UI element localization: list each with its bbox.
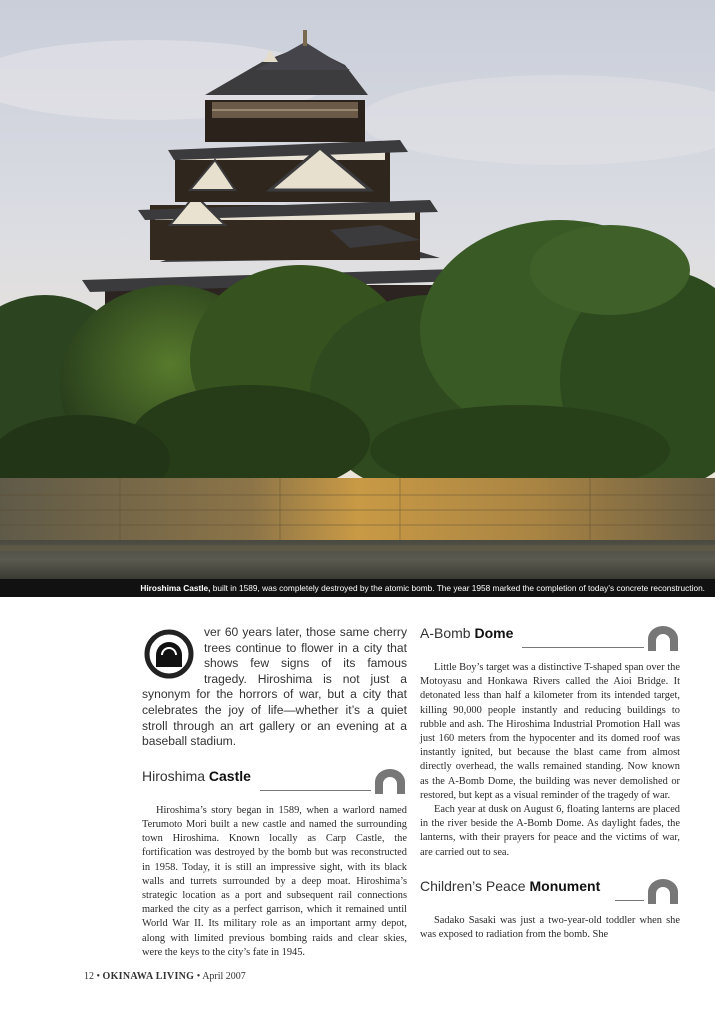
footer-sep: • (94, 971, 103, 982)
heading-monument-light: Children’s Peace (420, 877, 530, 894)
heading-rule (615, 900, 644, 901)
page-footer (84, 971, 246, 982)
footer-sep-2: • (194, 971, 203, 982)
heading-monument-bold: Monument (529, 877, 601, 894)
heading-monument (420, 878, 680, 908)
dome-paragraph-2: Each year at dusk on August 6, floating lanterns are placed in the river beside the A-Bomb Dome. As daylight fades, the lanterns, with their prayers for peace and the victims of war, are carried out to sea. (420, 804, 680, 858)
heading-castle (142, 768, 407, 798)
heading-dome-bold: Dome (474, 625, 514, 641)
stone-wall (0, 478, 715, 540)
monument-paragraph: Sadako Sasaki was just a two-year-old toddler when she was exposed to radiation from the bomb. She (420, 914, 680, 941)
caption-text: built in 1589, was completely destroyed by the atomic bomb. The year 1958 marked the completion of today’s concrete reconstruction. (210, 583, 705, 593)
heading-dome (420, 625, 680, 655)
heading-dome-light: A-Bomb (420, 625, 475, 641)
arch-icon (646, 625, 680, 651)
castle-paragraph: Hiroshima’s story began in 1589, when a warlord named Terumoto Mori built a new castle and named the surrounding town Hiroshima. Known locally as Carp Castle, the fortification was destroyed by the bomb but was reconstructed in 1958. Today, it is still an impressive sight, with its black walls and turrets surrounded by a deep moat. Hiroshima’s strategic location as a port and subsequent rail connections marked the city as a perfect garrison, which it remained until World War II. Its military role as an important army depot, along with limited previous bombing raids and clear skies, were the keys to the city’s fate in 1945. (142, 804, 407, 958)
page-number: 12 (84, 971, 94, 982)
dropcap-icon (144, 625, 194, 683)
caption-bold: Hiroshima Castle, (140, 583, 211, 593)
heading-castle-bold: Castle (208, 767, 251, 784)
heading-castle-light: Hiroshima (142, 767, 209, 784)
left-column (142, 625, 407, 960)
photo-caption (0, 579, 715, 597)
intro-text: ver 60 years later, those same cherry trees continue to flower in a city that shows few signs of its famous tragedy. Hiroshima is not just a synonym for the horrors of war, but a city that celebrates the joy of life—whether it’s a quiet stroll through an art gallery or an evening at a baseball stadium. (142, 625, 407, 749)
intro-paragraph (142, 625, 407, 750)
publication-name: OKINAWA LIVING (102, 971, 195, 982)
dropcap-o (144, 625, 194, 683)
right-column (420, 625, 680, 942)
arch-icon (373, 768, 407, 794)
arch-icon (646, 878, 680, 904)
heading-rule (522, 647, 644, 648)
dome-paragraph-1: Little Boy’s target was a distinctive T-shaped span over the Motoyasu and Honkawa Rivers called the Aioi Bridge. It detonated less than half a kilometer from its intended target, killing 90,000 people instantly and reducing buildings to rubble and ash. The Hiroshima Industrial Promotion Hall was just 160 meters from the hypocenter and its domed roof was instantly ignited, but because the blast came from almost directly overhead, the walls remained standing. Now known as the A-Bomb Dome, the building was never demolished or restored, but kept as a visual reminder of the tragedy of war. (420, 662, 680, 801)
heading-rule (260, 790, 371, 791)
issue-date: April 2007 (202, 971, 246, 982)
